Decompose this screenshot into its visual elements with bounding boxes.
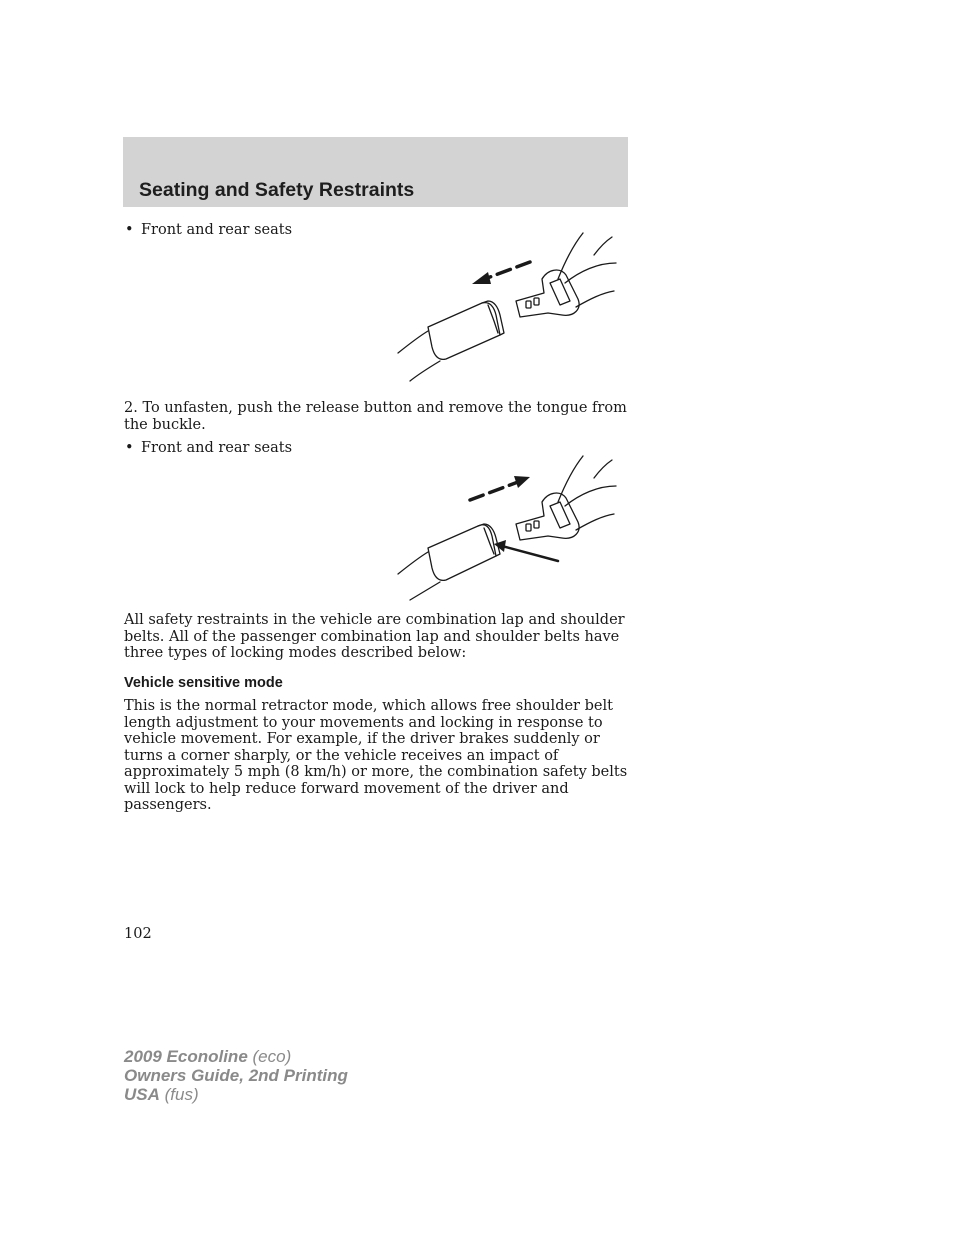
buckle-strap [398,331,428,353]
document-footer [124,1047,348,1104]
footer-model-code: (eco) [252,1047,292,1066]
seatbelt-fasten-illustration [390,225,630,385]
subsection-body: This is the normal retractor mode, which allows free shoulder belt length adjustment to your movements and locking in response to vehicle movement. For example, if the driver brakes suddenly or turns a corner sharply, or the vehicle receives an impact of approximately 5 mph (8 km/h) or more, the combination safety belts will lock to help reduce forward movement of the driver and passengers. [124,698,628,813]
buckle-strap [410,361,440,381]
section-header-band [123,137,628,207]
belt-edge [576,291,614,307]
belt-edge [594,460,612,478]
bullet-dot: • [125,222,134,238]
section-title: Seating and Safety Restraints [139,179,415,201]
belt-edge [594,237,612,255]
bullet-text: Front and rear seats [141,222,293,238]
belt-edge [558,456,583,502]
tongue-plate [550,279,570,305]
tongue-slot [534,298,539,305]
arrow-head-icon [514,476,530,488]
bullet-dot: • [125,440,134,456]
tongue-slot [526,524,531,531]
buckle-strap [398,552,428,574]
motion-arrow-dash [470,482,518,500]
step-2-text: 2. To unfasten, push the release button and remove the tongue from the buckle. [124,400,627,433]
push-arrow-line [502,546,558,561]
bullet-item [125,221,292,239]
buckle-body [428,303,500,360]
belt-tongue [516,270,579,317]
footer-line-2: Owners Guide, 2nd Printing [124,1066,348,1085]
belt-edge [565,486,616,506]
push-arrow-head-icon [494,540,506,552]
arrow-head-icon [472,272,491,284]
footer-market: USA [124,1085,160,1104]
footer-line-1 [124,1047,348,1066]
belt-edge [576,514,614,530]
belt-edge [565,263,616,283]
bullet-text: Front and rear seats [141,440,293,456]
page-number: 102 [124,926,152,942]
belt-edge [558,233,583,279]
intro-paragraph: All safety restraints in the vehicle are combination lap and shoulder belts. All of the passenger combination lap and shoulder belts have three types of locking modes described below: [124,612,625,661]
footer-model: 2009 Econoline [124,1047,248,1066]
tongue-plate [550,502,570,528]
tongue-slot [526,301,531,308]
subsection-title: Vehicle sensitive mode [124,675,283,691]
seatbelt-unfasten-illustration [390,448,630,608]
buckle-strap [410,582,440,600]
bullet-item [125,439,292,457]
belt-tongue [516,493,579,540]
tongue-slot [534,521,539,528]
footer-line-3 [124,1085,348,1104]
footer-market-code: (fus) [164,1085,199,1104]
